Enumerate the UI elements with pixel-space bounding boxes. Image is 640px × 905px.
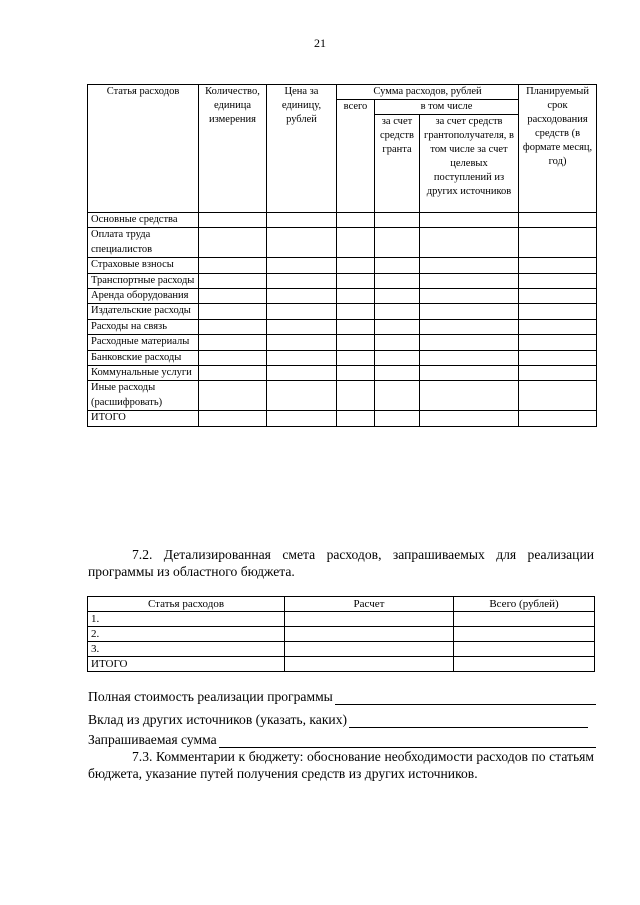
detail-row-label: 2. (88, 627, 285, 642)
budget-cell-empty[interactable] (375, 366, 420, 381)
other-sources-blank[interactable] (349, 714, 588, 728)
detail-table (87, 596, 595, 672)
header-quantity: Количество, единица измерения (199, 85, 267, 213)
budget-cell-empty[interactable] (199, 335, 267, 350)
budget-cell-empty[interactable] (420, 273, 519, 288)
budget-cell-empty[interactable] (420, 411, 519, 426)
budget-cell-empty[interactable] (337, 411, 375, 426)
budget-row (88, 350, 597, 365)
budget-row (88, 411, 597, 426)
header-recipient-funds: за счет средств грантополучателя, в том числе за счет целевых поступлений из других источников (420, 115, 519, 213)
budget-cell-empty[interactable] (519, 304, 597, 319)
budget-cell-empty[interactable] (519, 289, 597, 304)
budget-cell-empty[interactable] (519, 350, 597, 365)
requested-sum-line (88, 731, 596, 748)
budget-table (87, 84, 597, 427)
budget-row-label: Расходы на связь (88, 319, 199, 334)
detail-header-item: Статья расходов (88, 597, 285, 612)
budget-cell-empty[interactable] (267, 350, 337, 365)
detail-header-calc: Расчет (285, 597, 454, 612)
budget-cell-empty[interactable] (337, 381, 375, 411)
header-grant-funds: за счет средств гранта (375, 115, 420, 213)
budget-cell-empty[interactable] (199, 366, 267, 381)
budget-cell-empty[interactable] (420, 335, 519, 350)
detail-cell-empty[interactable] (454, 657, 595, 672)
detail-row (88, 642, 595, 657)
budget-row (88, 289, 597, 304)
budget-cell-empty[interactable] (199, 411, 267, 426)
budget-row-label: Основные средства (88, 213, 199, 228)
budget-row-label: Издательские расходы (88, 304, 199, 319)
budget-cell-empty[interactable] (375, 213, 420, 228)
budget-cell-empty[interactable] (375, 350, 420, 365)
requested-sum-blank[interactable] (219, 734, 596, 748)
budget-cell-empty[interactable] (267, 304, 337, 319)
budget-row (88, 273, 597, 288)
budget-cell-empty[interactable] (337, 319, 375, 334)
budget-cell-empty[interactable] (267, 213, 337, 228)
budget-cell-empty[interactable] (199, 319, 267, 334)
detail-cell-empty[interactable] (454, 612, 595, 627)
budget-cell-empty[interactable] (337, 335, 375, 350)
budget-cell-empty[interactable] (375, 228, 420, 258)
budget-cell-empty[interactable] (267, 335, 337, 350)
budget-cell-empty[interactable] (199, 273, 267, 288)
full-cost-blank[interactable] (335, 691, 596, 705)
budget-cell-empty[interactable] (267, 273, 337, 288)
header-total: всего (337, 100, 375, 213)
budget-cell-empty[interactable] (337, 273, 375, 288)
budget-row (88, 319, 597, 334)
budget-row-label: Банковские расходы (88, 350, 199, 365)
budget-cell-empty[interactable] (519, 411, 597, 426)
budget-cell-empty[interactable] (199, 304, 267, 319)
budget-cell-empty[interactable] (375, 273, 420, 288)
budget-cell-empty[interactable] (199, 213, 267, 228)
budget-cell-empty[interactable] (267, 289, 337, 304)
budget-row (88, 381, 597, 411)
section-7-2: 7.2. Детализированная смета расходов, запрашиваемых для реализации программы из областного бюджета. (88, 547, 594, 579)
budget-cell-empty[interactable] (375, 335, 420, 350)
budget-cell-empty[interactable] (420, 289, 519, 304)
full-cost-line (88, 688, 596, 705)
budget-cell-empty[interactable] (337, 213, 375, 228)
budget-row (88, 228, 597, 258)
budget-cell-empty[interactable] (519, 213, 597, 228)
budget-cell-empty[interactable] (519, 258, 597, 273)
budget-cell-empty[interactable] (519, 273, 597, 288)
budget-cell-empty[interactable] (519, 319, 597, 334)
budget-cell-empty[interactable] (420, 258, 519, 273)
budget-row-label: Иные расходы (расшифровать) (88, 381, 199, 411)
header-sum: Сумма расходов, рублей (337, 85, 519, 100)
detail-row-label: 3. (88, 642, 285, 657)
detail-header-total: Всего (рублей) (454, 597, 595, 612)
budget-cell-empty[interactable] (337, 258, 375, 273)
budget-cell-empty[interactable] (375, 289, 420, 304)
budget-cell-empty[interactable] (267, 258, 337, 273)
budget-cell-empty[interactable] (267, 381, 337, 411)
budget-cell-empty[interactable] (375, 304, 420, 319)
budget-row-label: Оплата труда специалистов (88, 228, 199, 258)
budget-row-label: Расходные материалы (88, 335, 199, 350)
budget-row (88, 213, 597, 228)
budget-cell-empty[interactable] (375, 319, 420, 334)
full-cost-label: Полная стоимость реализации программы (88, 689, 333, 704)
budget-cell-empty[interactable] (199, 258, 267, 273)
budget-row-label: Коммунальные услуги (88, 366, 199, 381)
detail-row-label: 1. (88, 612, 285, 627)
budget-row-label: Транспортные расходы (88, 273, 199, 288)
budget-cell-empty[interactable] (420, 228, 519, 258)
budget-cell-empty[interactable] (267, 319, 337, 334)
detail-cell-empty[interactable] (285, 627, 454, 642)
budget-cell-empty[interactable] (375, 258, 420, 273)
budget-cell-empty[interactable] (519, 381, 597, 411)
budget-cell-empty[interactable] (375, 411, 420, 426)
budget-row-label: Аренда оборудования (88, 289, 199, 304)
other-sources-label: Вклад из других источников (указать, каких) (88, 712, 348, 727)
budget-cell-empty[interactable] (420, 350, 519, 365)
budget-row (88, 366, 597, 381)
budget-cell-empty[interactable] (420, 381, 519, 411)
budget-cell-empty[interactable] (337, 366, 375, 381)
budget-cell-empty[interactable] (519, 366, 597, 381)
budget-cell-empty[interactable] (337, 228, 375, 258)
budget-cell-empty[interactable] (199, 350, 267, 365)
budget-cell-empty[interactable] (337, 289, 375, 304)
detail-cell-empty[interactable] (285, 642, 454, 657)
detail-cell-empty[interactable] (285, 612, 454, 627)
requested-sum-label: Запрашиваемая сумма (88, 732, 217, 747)
budget-row-label: Страховые взносы (88, 258, 199, 273)
budget-cell-empty[interactable] (519, 335, 597, 350)
header-planned-period: Планируемый срок расходования средств (в формате месяц, год) (519, 85, 597, 213)
header-including: в том числе (375, 100, 519, 115)
budget-cell-empty[interactable] (337, 350, 375, 365)
budget-cell-empty[interactable] (519, 228, 597, 258)
budget-cell-empty[interactable] (337, 304, 375, 319)
detail-row (88, 627, 595, 642)
detail-cell-empty[interactable] (454, 627, 595, 642)
detail-cell-empty[interactable] (454, 642, 595, 657)
other-sources-line (88, 711, 588, 728)
budget-row (88, 335, 597, 350)
budget-cell-empty[interactable] (199, 289, 267, 304)
detail-row (88, 657, 595, 672)
budget-cell-empty[interactable] (375, 381, 420, 411)
budget-cell-empty[interactable] (267, 228, 337, 258)
budget-cell-empty[interactable] (267, 411, 337, 426)
detail-row (88, 612, 595, 627)
budget-row (88, 304, 597, 319)
header-item: Статья расходов (88, 85, 199, 213)
budget-cell-empty[interactable] (420, 319, 519, 334)
budget-cell-empty[interactable] (267, 366, 337, 381)
budget-cell-empty[interactable] (199, 228, 267, 258)
budget-cell-empty[interactable] (420, 213, 519, 228)
budget-cell-empty[interactable] (199, 381, 267, 411)
budget-cell-empty[interactable] (420, 366, 519, 381)
detail-row-label: ИТОГО (88, 657, 285, 672)
page-number: 21 (314, 36, 326, 50)
section-7-3: 7.3. Комментарии к бюджету: обоснование необходимости расходов по статьям бюджета, указание путей получения средств из других источников. (88, 749, 594, 781)
budget-cell-empty[interactable] (420, 304, 519, 319)
budget-row (88, 258, 597, 273)
detail-cell-empty[interactable] (285, 657, 454, 672)
header-price: Цена за единицу, рублей (267, 85, 337, 213)
budget-row-label: ИТОГО (88, 411, 199, 426)
